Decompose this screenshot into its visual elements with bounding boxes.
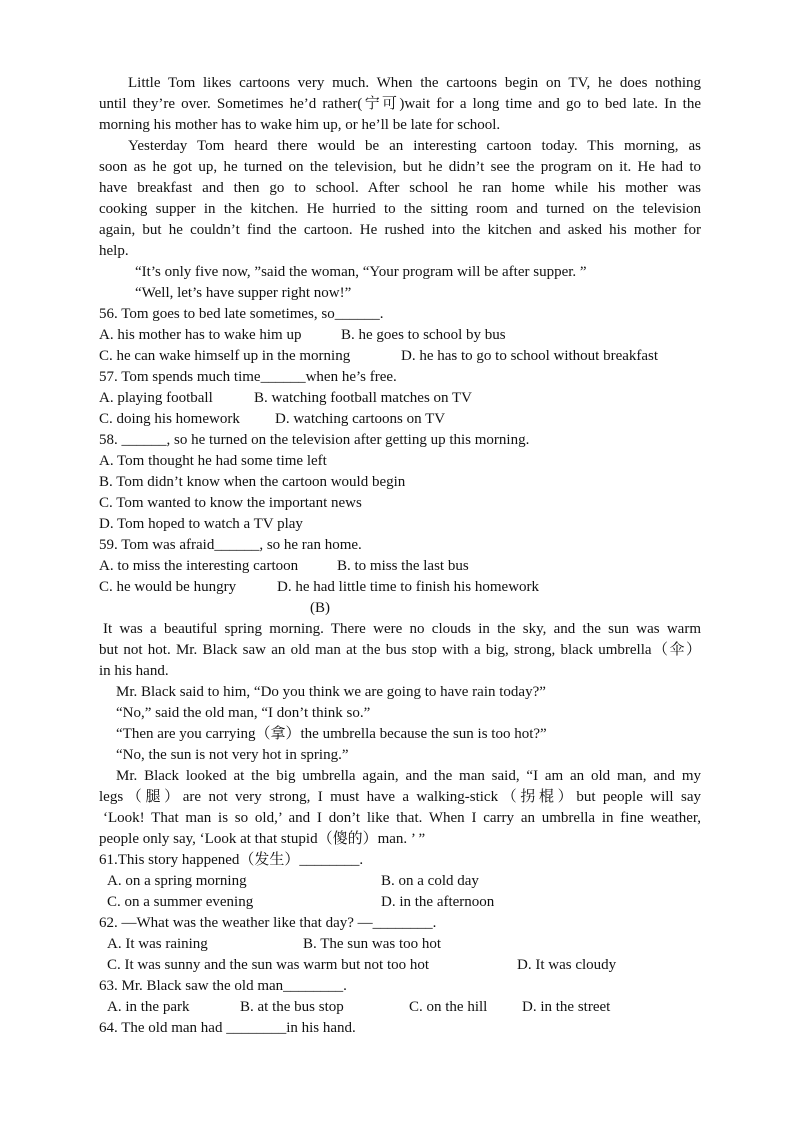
passage-b-dialog1: Mr. Black said to him, “Do you think we are going to have rain today?” [116,684,546,700]
question-62-options-row1 [107,934,709,954]
question-61-options-row2 [107,892,709,912]
option-56-d: D. he has to go to school without breakfast [401,348,659,364]
passage-b-p1-line1: It was a beautiful spring morning. There were no clouds in the sky, and the sun was warm [103,621,701,637]
option-61-b: B. on a cold day [381,873,479,889]
passage-b-dialog3: “Then are you carrying（拿）the umbrella because the sun is too hot?” [116,726,547,742]
passage-a-p2-line5: again, but he couldn’t find the cartoon. He rushed into the kitchen and asked his mother for [99,222,701,238]
option-56-b: B. he goes to school by bus [341,327,506,343]
passage-b-p1-line2: but not hot. Mr. Black saw an old man at the bus stop with a big, strong, black umbrella（伞） [99,642,701,658]
question-62-options-row2 [107,955,709,975]
passage-a-p2-line1: Yesterday Tom heard there would be an interesting cartoon today. This morning, as [128,138,701,154]
question-61-stem: 61.This story happened（发生）________. [99,852,364,868]
passage-a-p2-line6: help. [99,243,129,259]
passage-a-quote2: “Well, let’s have supper right now!” [135,285,352,301]
option-63-b: B. at the bus stop [240,999,344,1015]
passage-a-p2-line3: have breakfast and then go to school. After school he ran home while his mother was [99,180,701,196]
passage-a-p1-line3: morning his mother has to wake him up, or he’ll be late for school. [99,117,501,133]
passage-a-p1-line2: until they’re over. Sometimes he’d rather(宁可)wait for a long time and go to bed late. In the [99,96,701,112]
option-61-c: C. on a summer evening [107,894,254,910]
option-58-a: A. Tom thought he had some time left [99,453,327,469]
option-57-b: B. watching football matches on TV [254,390,473,406]
option-62-a: A. It was raining [107,936,208,952]
question-56-options-row1 [99,325,701,345]
option-59-c: C. he would be hungry [99,579,237,595]
option-59-b: B. to miss the last bus [337,558,469,574]
question-57-stem: 57. Tom spends much time______when he’s free. [99,369,397,385]
question-59-options-row2 [99,577,701,597]
question-59-options-row1 [99,556,701,576]
question-56-stem: 56. Tom goes to bed late sometimes, so______. [99,306,384,322]
option-61-a: A. on a spring morning [107,873,247,889]
question-63-options-row [107,997,709,1017]
passage-b-p1-line3: in his hand. [99,663,169,679]
passage-a-p1-line1: Little Tom likes cartoons very much. When the cartoons begin on TV, he does nothing [128,75,701,91]
question-57-options-row2 [99,409,701,429]
question-64-stem: 64. The old man had ________in his hand. [99,1020,356,1036]
option-63-a: A. in the park [107,999,190,1015]
option-57-a: A. playing football [99,390,213,406]
question-56-options-row2 [99,346,701,366]
passage-b-p2-line3: ‘Look! That man is so old,’ and I don’t like that. When I carry an umbrella in fine weather, [103,810,701,826]
option-63-d: D. in the street [522,999,611,1015]
option-58-d: D. Tom hoped to watch a TV play [99,516,303,532]
option-57-c: C. doing his homework [99,411,240,427]
option-58-b: B. Tom didn’t know when the cartoon would begin [99,474,406,490]
option-56-c: C. he can wake himself up in the morning [99,348,351,364]
passage-b-p2-line2: legs（腿）are not very strong, I must have a walking-stick（拐棍）but people will say [99,789,701,805]
option-56-a: A. his mother has to wake him up [99,327,302,343]
question-58-stem: 58. ______, so he turned on the television after getting up this morning. [99,432,530,448]
passage-a-p2-line2: soon as he got up, he turned on the television, but he didn’t see the program on it. He had to [99,159,701,175]
question-59-stem: 59. Tom was afraid______, so he ran home. [99,537,362,553]
question-62-stem: 62. —What was the weather like that day? —________. [99,915,437,931]
option-59-d: D. he had little time to finish his homework [277,579,540,595]
passage-b-p2-line1: Mr. Black looked at the big umbrella again, and the man said, “I am an old man, and my [116,768,701,784]
option-61-d: D. in the afternoon [381,894,495,910]
option-57-d: D. watching cartoons on TV [275,411,446,427]
option-62-c: C. It was sunny and the sun was warm but not too hot [107,957,430,973]
question-61-options-row1 [107,871,709,891]
passage-a-quote1: “It’s only five now, ”said the woman, “Your program will be after supper. ” [135,264,587,280]
passage-b-p2-line4: people only say, ‘Look at that stupid（傻的）man. ’ ” [99,831,426,847]
passage-a-p2-line4: cooking supper in the kitchen. He hurried to the sitting room and turned on the television [99,201,701,217]
option-62-b: B. The sun was too hot [303,936,442,952]
question-57-options-row1 [99,388,701,408]
option-62-d: D. It was cloudy [517,957,617,973]
option-63-c: C. on the hill [409,999,488,1015]
passage-b-heading: (B) [310,600,330,616]
option-59-a: A. to miss the interesting cartoon [99,558,299,574]
question-63-stem: 63. Mr. Black saw the old man________. [99,978,347,994]
option-58-c: C. Tom wanted to know the important news [99,495,362,511]
passage-b-dialog2: “No,” said the old man, “I don’t think so.” [116,705,371,721]
passage-b-dialog4: “No, the sun is not very hot in spring.” [116,747,349,763]
